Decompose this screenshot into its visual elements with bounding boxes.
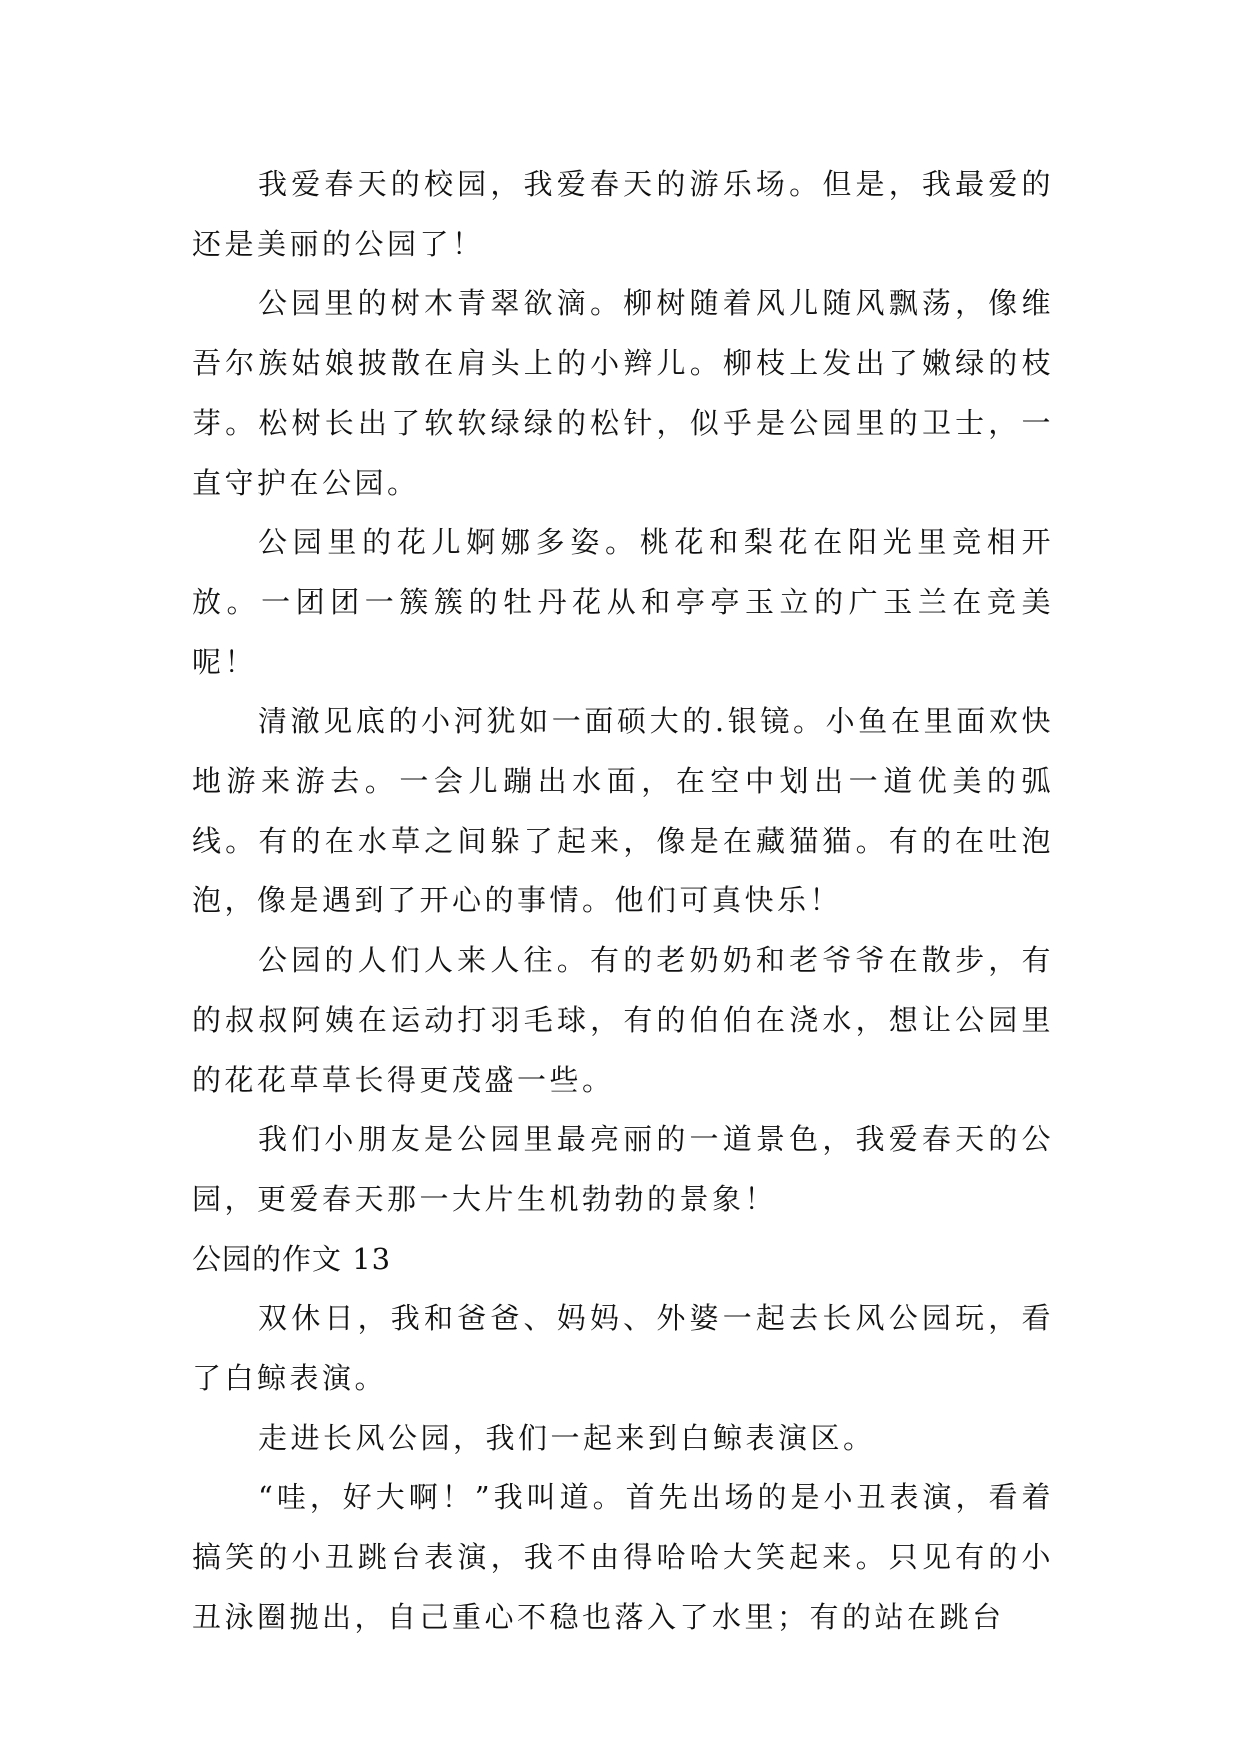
paragraph: “哇，好大啊！”我叫道。首先出场的是小丑表演，看着搞笑的小丑跳台表演，我不由得哈哈大笑起来。只见有的小丑泳圈抛出，自己重心不稳也落入了水里；有的站在跳台 [192,1480,1054,1634]
paragraph: 公园里的花儿婀娜多姿。桃花和梨花在阳光里竞相开放。一团团一簇簇的牡丹花从和亭亭玉立的广玉兰在竞美呢！ [192,525,1054,679]
section-title: 公园的作文 13 [192,1241,392,1276]
paragraph: 走进长风公园，我们一起来到白鲸表演区。 [258,1420,876,1455]
document-body [192,155,1054,1648]
paragraph: 清澈见底的小河犹如一面硕大的.银镜。小鱼在里面欢快地游来游去。一会儿蹦出水面，在空中划出一道优美的弧线。有的在水草之间躲了起来，像是在藏猫猫。有的在吐泡泡，像是遇到了开心的事情。他们可真快乐！ [192,704,1054,918]
paragraph: 公园的人们人来人往。有的老奶奶和老爷爷在散步，有的叔叔阿姨在运动打羽毛球，有的伯伯在浇水，想让公园里的花花草草长得更茂盛一些。 [192,943,1054,1097]
paragraph: 双休日，我和爸爸、妈妈、外婆一起去长风公园玩，看了白鲸表演。 [192,1301,1054,1396]
paragraph: 公园里的树木青翠欲滴。柳树随着风儿随风飘荡，像维吾尔族姑娘披散在肩头上的小辫儿。柳枝上发出了嫩绿的枝芽。松树长出了软软绿绿的松针，似乎是公园里的卫士，一直守护在公园。 [192,286,1054,500]
paragraph: 我爱春天的校园，我爱春天的游乐场。但是，我最爱的还是美丽的公园了！ [192,167,1054,261]
paragraph: 我们小朋友是公园里最亮丽的一道景色，我爱春天的公园，更爱春天那一大片生机勃勃的景象！ [192,1122,1054,1216]
